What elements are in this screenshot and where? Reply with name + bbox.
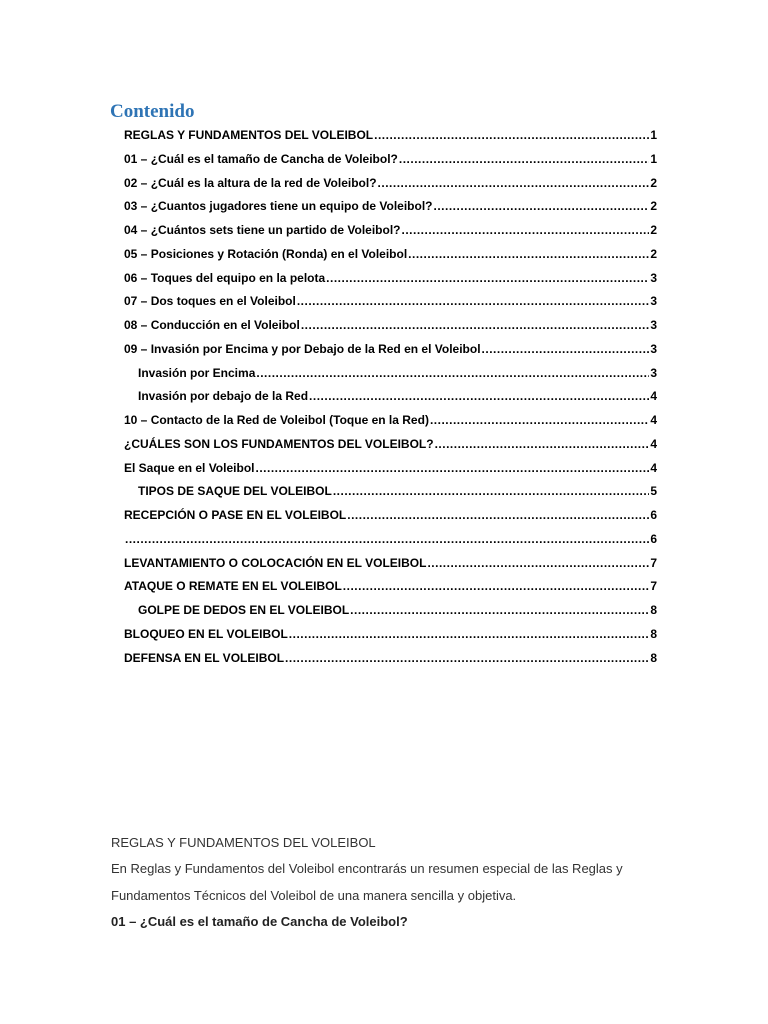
toc-entry-label: El Saque en el Voleibol (124, 461, 255, 475)
toc-entry-label: 04 – ¿Cuántos sets tiene un partido de Voleibol? (124, 223, 401, 237)
toc-entry[interactable] (138, 596, 657, 618)
toc-entry[interactable] (124, 192, 657, 214)
toc-entry-label: 05 – Posiciones y Rotación (Ronda) en el Voleibol (124, 247, 408, 261)
toc-entry[interactable] (124, 311, 657, 333)
toc-page-number: 6 (650, 532, 657, 546)
toc-page-number: 7 (650, 556, 657, 570)
toc-dot-leader (285, 650, 649, 666)
toc-entry-label: GOLPE DE DEDOS EN EL VOLEIBOL (138, 603, 350, 617)
toc-page-number: 8 (650, 627, 657, 641)
toc-dot-leader (326, 270, 649, 286)
toc-dot-leader (289, 626, 650, 642)
toc-entry-label: 02 – ¿Cuál es la altura de la red de Voleibol? (124, 176, 377, 190)
toc-dot-leader (301, 317, 650, 333)
toc-page-number: 2 (650, 223, 657, 237)
section-heading: REGLAS Y FUNDAMENTOS DEL VOLEIBOL (111, 835, 376, 850)
toc-entry-label: 06 – Toques del equipo en la pelota (124, 271, 326, 285)
toc-entry[interactable] (124, 525, 657, 547)
toc-dot-leader (378, 175, 650, 191)
toc-entry[interactable] (124, 572, 657, 594)
toc-dot-leader (309, 388, 649, 404)
toc-page-number: 2 (650, 199, 657, 213)
toc-entry-label: 10 – Contacto de la Red de Voleibol (Toque en la Red) (124, 413, 429, 427)
toc-entry-label: ATAQUE O REMATE EN EL VOLEIBOL (124, 579, 342, 593)
toc-entry-label: 09 – Invasión por Encima y por Debajo de la Red en el Voleibol (124, 342, 481, 356)
toc-entry[interactable] (124, 620, 657, 642)
toc-entry[interactable] (138, 359, 657, 381)
toc-entry-label: 03 – ¿Cuantos jugadores tiene un equipo de Voleibol? (124, 199, 433, 213)
toc-dot-leader (343, 578, 650, 594)
toc-entry[interactable] (124, 454, 657, 476)
toc-page-number: 6 (650, 508, 657, 522)
toc-entry[interactable] (124, 549, 657, 571)
toc-page-number: 4 (650, 461, 657, 475)
toc-dot-leader (333, 483, 650, 499)
toc-page-number: 4 (650, 389, 657, 403)
toc-entry-label: ¿CUÁLES SON LOS FUNDAMENTOS DEL VOLEIBOL? (124, 437, 434, 451)
toc-page-number: 8 (650, 603, 657, 617)
toc-page-number: 1 (650, 128, 657, 142)
toc-page-number: 3 (650, 294, 657, 308)
toc-page-number: 7 (650, 579, 657, 593)
toc-page-number: 8 (650, 651, 657, 665)
toc-dot-leader (255, 460, 649, 476)
toc-dot-leader (256, 365, 649, 381)
toc-dot-leader (374, 127, 649, 143)
toc-entry[interactable] (124, 264, 657, 286)
toc-dot-leader (399, 151, 649, 167)
intro-paragraph-line-1: En Reglas y Fundamentos del Voleibol encontrarás un resumen especial de las Reglas y (111, 861, 623, 876)
toc-entry[interactable] (124, 240, 657, 262)
toc-dot-leader (435, 436, 650, 452)
toc-entry[interactable] (124, 121, 657, 143)
toc-entry[interactable] (138, 382, 657, 404)
toc-dot-leader (125, 531, 649, 547)
toc-dot-leader (402, 222, 650, 238)
toc-dot-leader (433, 198, 649, 214)
toc-dot-leader (482, 341, 650, 357)
toc-dot-leader (430, 412, 649, 428)
toc-entry-label: BLOQUEO EN EL VOLEIBOL (124, 627, 288, 641)
toc-entry-label: 01 – ¿Cuál es el tamaño de Cancha de Voleibol? (124, 152, 398, 166)
toc-page-number: 3 (650, 366, 657, 380)
toc-page-number: 4 (650, 437, 657, 451)
toc-entry[interactable] (124, 406, 657, 428)
toc-entry[interactable] (124, 335, 657, 357)
toc-page-number: 2 (650, 176, 657, 190)
toc-page-number: 3 (650, 271, 657, 285)
toc-entry-label: TIPOS DE SAQUE DEL VOLEIBOL (138, 484, 332, 498)
toc-entry-label: 08 – Conducción en el Voleibol (124, 318, 300, 332)
toc-entry-label: RECEPCIÓN O PASE EN EL VOLEIBOL (124, 508, 347, 522)
toc-dot-leader (347, 507, 649, 523)
toc-entry-label: REGLAS Y FUNDAMENTOS DEL VOLEIBOL (124, 128, 374, 142)
toc-entry[interactable] (124, 501, 657, 523)
toc-entry[interactable] (124, 644, 657, 666)
toc-page-number: 4 (650, 413, 657, 427)
toc-dot-leader (350, 602, 649, 618)
toc-entry[interactable] (124, 287, 657, 309)
toc-page-number: 5 (650, 484, 657, 498)
toc-page-number: 1 (650, 152, 657, 166)
toc-page-number: 3 (650, 318, 657, 332)
toc-page-number: 3 (650, 342, 657, 356)
toc-page-number: 2 (650, 247, 657, 261)
toc-dot-leader (427, 555, 649, 571)
toc-entry[interactable] (138, 477, 657, 499)
toc-heading: Contenido (110, 101, 195, 122)
toc-dot-leader (297, 293, 649, 309)
subsection-heading: 01 – ¿Cuál es el tamaño de Cancha de Voleibol? (111, 914, 408, 929)
toc-entry-label: DEFENSA EN EL VOLEIBOL (124, 651, 285, 665)
toc-entry-label: Invasión por Encima (138, 366, 256, 380)
toc-dot-leader (408, 246, 649, 262)
toc-entry[interactable] (124, 216, 657, 238)
toc-entry-label: 07 – Dos toques en el Voleibol (124, 294, 296, 308)
toc-entry[interactable] (124, 169, 657, 191)
toc-entry[interactable] (124, 430, 657, 452)
toc-entry-label: LEVANTAMIENTO O COLOCACIÓN EN EL VOLEIBOL (124, 556, 427, 570)
intro-paragraph-line-2: Fundamentos Técnicos del Voleibol de una manera sencilla y objetiva. (111, 888, 517, 903)
toc-entry-label: Invasión por debajo de la Red (138, 389, 309, 403)
toc-entry[interactable] (124, 145, 657, 167)
